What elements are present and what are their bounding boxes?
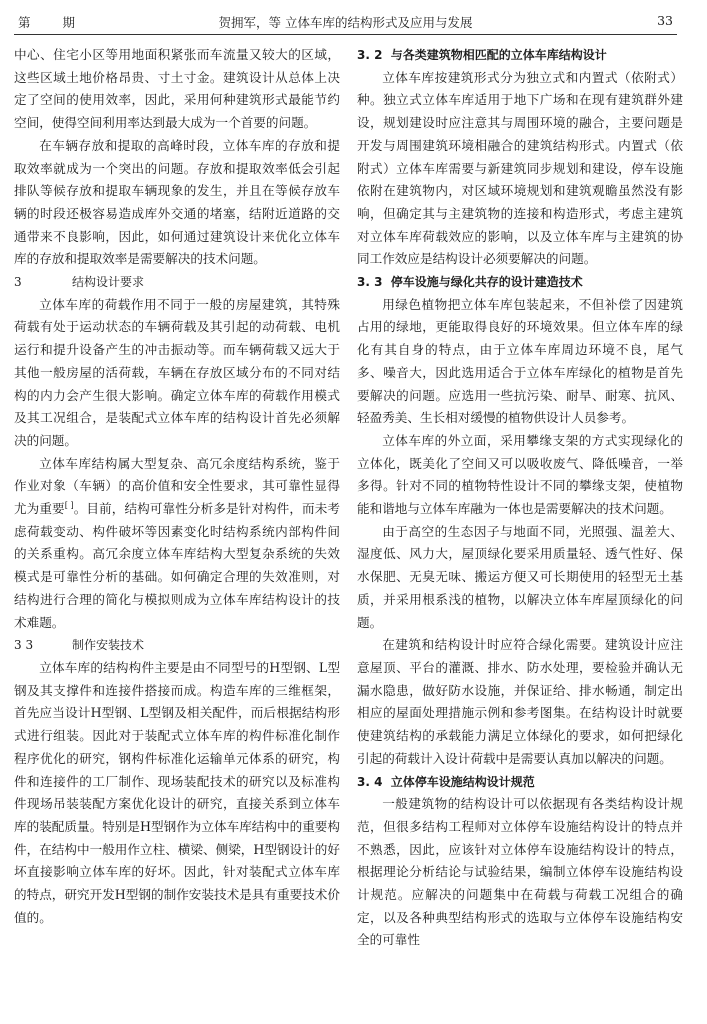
- right-column: [357, 44, 683, 952]
- section-heading-3-3: [14, 634, 340, 657]
- citation: [ ]: [64, 500, 74, 510]
- paragraph: 由于高空的生态因子与地面不同，光照强、温差大、湿度低、风力大，屋顶绿化要采用质量轻、透气性好、保水保肥、无臭无味、搬运方便又可长期使用的轻型无土基质，并采用根系浅的植物，以解决立体车库屋顶绿化的问题。: [357, 523, 683, 630]
- paragraph-text: 立体车库结构属大型复杂、高冗余度结构系统，鉴于作业对象（车辆）的高价值和安全性要求，其可靠性显得尤为重要: [14, 455, 340, 517]
- running-title: 贺拥军，等 立体车库的结构形式及应用与发展: [218, 15, 473, 30]
- section-title: 制作安装技术: [72, 638, 145, 653]
- section-number: 3. 4: [357, 774, 383, 789]
- paragraph: 用绿色植物把立体车库包装起来，不但补偿了因建筑占用的绿地，更能取得良好的环境效果。但立体车库的绿化有其自身的特点，由于立体车库周边环境不良，尾气多、噪音大，因此选用适合于立体车库绿化的植物是首先要解决的问题。应选用一些抗污染、耐旱、耐寒、抗风、轻盈秀美、生长相对缓慢的植物供设计人员参考。: [357, 296, 683, 426]
- section-title: 结构设计要求: [72, 275, 145, 290]
- paragraph: 在建筑和结构设计时应符合绿化需要。建筑设计应注意屋顶、平台的灌溉、排水、防水处理，要检验并确认无漏水隐患，做好防水设施，并保证给、排水畅通，制定出相应的屋面处理措施示例和参考图集。在结构设计时就要使建筑结构的承载能力满足立体绿化的要求，如何把绿化引起的荷载计入设计荷载中是需要认真加以解决的问题。: [357, 637, 683, 766]
- paragraph: 在车辆存放和提取的高峰时段，立体车库的存放和提取效率就成为一个突出的问题。存放和提取效率低会引起排队等候存放和提取车辆现象的发生，并且在等候存放车辆的时段还极容易造成库外交通的堵塞，结附近道路的交通带来不良影响，因此，如何通过建筑设计来优化立体车库的存放和提取效率是需要解决的技术问题。: [14, 137, 340, 267]
- section-heading-3: [14, 271, 340, 294]
- section-title: 立体停车设施结构设计规范: [390, 774, 535, 789]
- page-number: 33: [657, 13, 673, 28]
- paragraph: 立体车库的结构构件主要是由不同型号的H型钢、L型钢及其支撑件和连接件搭接而成。构造车库的三维框架，首先应当设计H型钢、L型钢及相关配件，而后根据结构形式进行组装。因此对于装配式立体车库的构件标准化制作程序优化的研究，钢构件标准化运输单元体系的研究，构件和连接件的工厂制作、现场装配技术的研究以及标准构件现场吊装装配方案优化设计的研究，直接关系到立体车库的装配质量。特别是H型钢作为立体车库结构中的重要构件，在结构中一般用作立柱、横梁、侧梁，H型钢设计的好坏直接影响立体车库的好坏。因此，针对装配式立体车库的特点，研究开发H型钢的制作安装技术是具有重要技术价值的。: [14, 659, 340, 925]
- section-number: 3: [14, 275, 22, 290]
- section-heading-3-2: [357, 44, 683, 67]
- paragraph: 立体车库的外立面，采用攀缘支架的方式实现绿化的立体化，既美化了空间又可以吸收废气、降低噪音，一举多得。针对不同的植物特性设计不同的攀缘支架，使植物能和谐地与立体车库融为一体也是需要解决的技术问题。: [357, 432, 683, 517]
- paragraph: 立体车库按建筑形式分为独立式和内置式（依附式）种。独立式立体车库适用于地下广场和在现有建筑群外建设，规划建设时应注意其与周围环境的融合，主要问题是开发与周围建筑环境相融合的建筑结构形式。内置式（依附式）立体车库需要与新建筑同步规划和建设，停车设施依附在建筑物内，对区域环境规划和建筑观瞻虽然没有影响，但确定其与主建筑物的连接和构造形式，考虑主建筑对立体车库荷载效应的影响，以及立体车库与主建筑的协同工作效应是结构设计必须要解决的问题。: [357, 69, 683, 267]
- paragraph: [14, 453, 340, 635]
- section-title: 停车设施与绿化共存的设计建造技术: [390, 275, 583, 290]
- section-heading-3-4: [357, 771, 683, 794]
- section-number: 3 3: [14, 638, 34, 653]
- issue-label: 第 期: [18, 15, 89, 30]
- paragraph-text: 。目前，结构可靠性分析多是针对构件，而未考虑荷载变动、构件破坏等因素变化时结构系统内部构件间的关系重构。高冗余度立体车库结构大型复杂系统的失效模式是可靠性分析的基础。如何确定合理的失效准则，对结构进行合理的简化与模拟则成为立体车库结构设计的技术难题。: [14, 501, 341, 630]
- running-header: [14, 10, 677, 35]
- paragraph: 立体车库的荷载作用不同于一般的房屋建筑，其特殊荷载有处于运动状态的车辆荷载及其引起的动荷载、电机运行和提升设备产生的冲击振动等。而车辆荷载又远大于其他一般房屋的活荷载，车辆在存放区域分布的不同对结构的内力会产生很大影响。确定立体车库的荷载作用模式及其工况组合，是装配式立体车库的结构设计首先必须解决的问题。: [14, 296, 340, 448]
- section-number: 3. 3: [357, 275, 383, 290]
- section-heading-3-3: [357, 271, 683, 294]
- section-number: 3. 2: [357, 48, 383, 62]
- section-title: 与各类建筑物相匹配的立体车库结构设计: [390, 48, 607, 62]
- left-column: [14, 44, 340, 929]
- paragraph: 中心、住宅小区等用地面积紧张而车流量又较大的区域，这些区域土地价格昂贵、寸土寸金。建筑设计从总体上决定了空间的使用效率，因此，采用何种建筑形式最能节约空间，使得空间利用率达到最大成为一个首要的问题。: [14, 47, 340, 131]
- paragraph: 一般建筑物的结构设计可以依据现有各类结构设计规范，但很多结构工程师对立体停车设施结构设计的特点并不熟悉，因此，应该针对立体停车设施结构设计的特点，根据理论分析结论与试验结果，编制立体停车设施结构设计规范。应解决的问题集中在荷载与荷载工况组合的确定，以及各种典型结构形式的选取与立体停车设施结构安全的可靠性: [357, 796, 683, 948]
